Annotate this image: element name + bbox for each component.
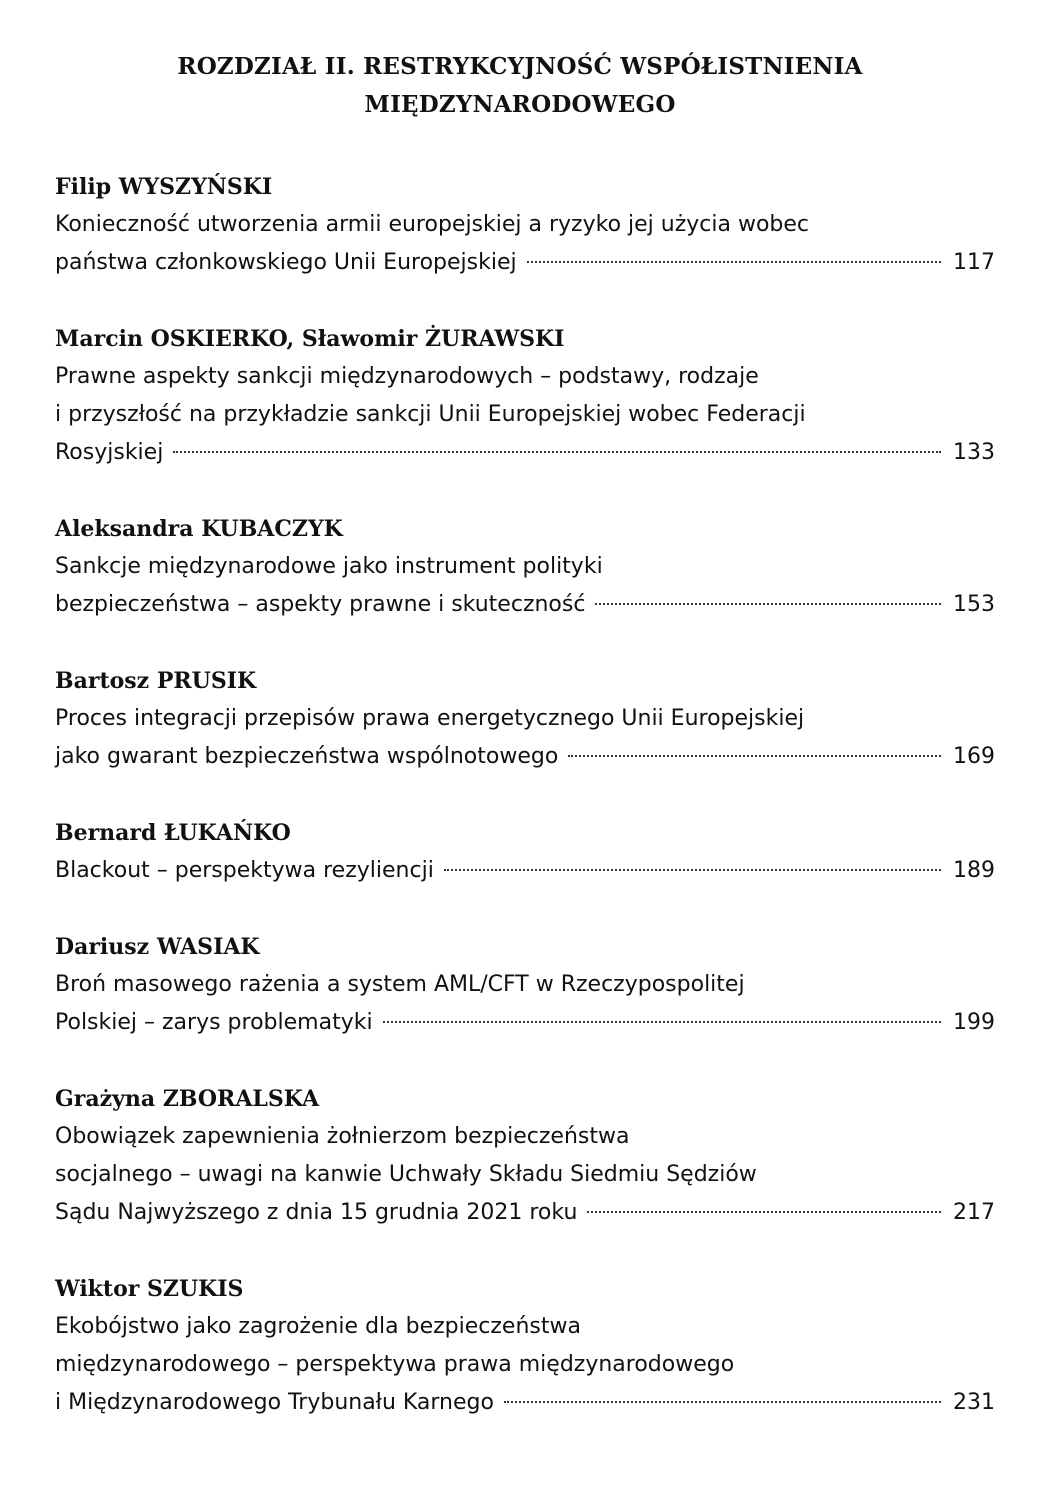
chapter-heading-line-1: ROZDZIAŁ II. RESTRYKCYJNOŚĆ WSPÓŁISTNIENIA: [177, 53, 863, 80]
dot-leader: [383, 1021, 941, 1023]
entry-title-text: państwa członkowskiego Unii Europejskiej: [55, 250, 517, 275]
dot-leader: [595, 603, 941, 605]
entry-title-line: Broń masowego rażenia a system AML/CFT w Rzeczypospolitej: [55, 972, 745, 997]
toc-entry: [55, 510, 995, 624]
entry-title-last-line: [55, 1004, 995, 1042]
entry-title-line: socjalnego – uwagi na kanwie Uchwały Składu Siedmiu Sędziów: [55, 1162, 757, 1187]
entry-title-line: Prawne aspekty sankcji międzynarodowych – podstawy, rodzaje: [55, 364, 759, 389]
dot-leader: [527, 261, 941, 263]
entry-title-line: Sankcje międzynarodowe jako instrument polityki: [55, 554, 603, 579]
entry-page-number: 189: [953, 858, 995, 883]
entry-page-number: 217: [953, 1200, 995, 1225]
entry-title-last-line: [55, 1384, 995, 1422]
entry-title-last-line: [55, 852, 995, 890]
toc-entry: [55, 814, 995, 890]
entry-title-text: Polskiej – zarys problematyki: [55, 1010, 373, 1035]
entry-title-line: Proces integracji przepisów prawa energetycznego Unii Europejskiej: [55, 706, 805, 731]
entry-title-text: Blackout – perspektywa rezyliencji: [55, 858, 434, 883]
entry-title-text: jako gwarant bezpieczeństwa wspólnotowego: [55, 744, 559, 769]
chapter-heading-line-2: MIĘDZYNARODOWEGO: [364, 91, 676, 118]
toc-entry: [55, 928, 995, 1042]
entry-title-last-line: [55, 244, 995, 282]
entry-title-text: Rosyjskiej: [55, 440, 164, 465]
entry-title-line: Obowiązek zapewnienia żołnierzom bezpieczeństwa: [55, 1124, 630, 1149]
entry-title-last-line: [55, 586, 995, 624]
entry-title-line: międzynarodowego – perspektywa prawa międzynarodowego: [55, 1352, 735, 1377]
entry-title-line: Konieczność utworzenia armii europejskiej a ryzyko jej użycia wobec: [55, 212, 810, 237]
dot-leader: [587, 1211, 941, 1213]
dot-leader: [444, 869, 941, 871]
entry-page-number: 169: [953, 744, 995, 769]
toc-entry: [55, 320, 995, 472]
entry-page-number: 231: [953, 1390, 995, 1415]
toc-entry: [55, 662, 995, 776]
entry-title-last-line: [55, 738, 995, 776]
entry-author: Filip WYSZYŃSKI: [55, 174, 273, 200]
dot-leader: [173, 451, 941, 453]
toc-entry: [55, 168, 995, 282]
toc-entry: [55, 1080, 995, 1232]
chapter-heading: [100, 48, 940, 124]
entry-page-number: 153: [953, 592, 995, 617]
entry-title-line: Ekobójstwo jako zagrożenie dla bezpieczeństwa: [55, 1314, 581, 1339]
entry-author: Grażyna ZBORALSKA: [55, 1086, 320, 1112]
toc-entry: [55, 1270, 995, 1422]
entry-author: Aleksandra KUBACZYK: [55, 516, 343, 542]
dot-leader: [504, 1401, 941, 1403]
entry-title-line: i przyszłość na przykładzie sankcji Unii Europejskiej wobec Federacji: [55, 402, 806, 427]
entry-author: Marcin OSKIERKO, Sławomir ŻURAWSKI: [55, 326, 565, 352]
entry-page-number: 199: [953, 1010, 995, 1035]
dot-leader: [568, 755, 941, 757]
entry-page-number: 133: [953, 440, 995, 465]
entry-author: Bernard ŁUKAŃKO: [55, 820, 291, 846]
entry-title-text: bezpieczeństwa – aspekty prawne i skuteczność: [55, 592, 586, 617]
entry-author: Dariusz WASIAK: [55, 934, 260, 960]
entry-title-text: i Międzynarodowego Trybunału Karnego: [55, 1390, 494, 1415]
entry-title-last-line: [55, 1194, 995, 1232]
entry-author: Wiktor SZUKIS: [55, 1276, 244, 1302]
entry-author: Bartosz PRUSIK: [55, 668, 257, 694]
entry-title-text: Sądu Najwyższego z dnia 15 grudnia 2021 roku: [55, 1200, 578, 1225]
entry-page-number: 117: [953, 250, 995, 275]
table-of-contents: [55, 168, 995, 1422]
entry-title-last-line: [55, 434, 995, 472]
